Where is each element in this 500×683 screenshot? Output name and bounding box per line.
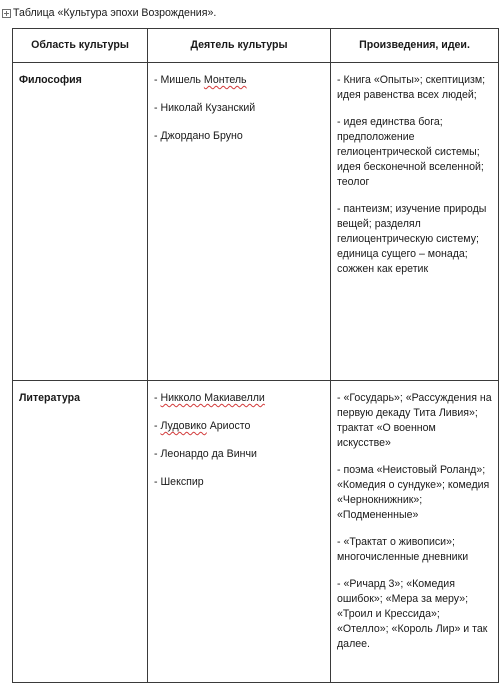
list-item: - Николай Кузанский (154, 102, 256, 114)
list-item: - «Трактат о живописи»; многочисленные дневники (337, 536, 469, 563)
list-item: - пантеизм; изучение природы вещей; разделял гелиоцентрическую систему; единица сущего – монада; сожжен как еретик (337, 203, 487, 275)
area-cell: Литература (13, 381, 148, 683)
list-item: - «Государь»; «Рассуждения на первую декаду Тита Ливия»; трактат «О военном искусстве» (337, 392, 492, 449)
culture-table (12, 28, 499, 683)
caption-text: Таблица «Культура эпохи Возрождения». (13, 6, 217, 19)
list-item: - идея единства бога; предположение гелиоцентрической системы; идея бесконечной вселенной; теолог (337, 116, 484, 188)
list-item: - Лудовико Ариосто (154, 420, 251, 432)
table-move-handle-icon[interactable] (2, 9, 11, 18)
header-row (13, 29, 499, 63)
people-cell (148, 381, 331, 683)
list-item: - Леонардо да Винчи (154, 448, 257, 460)
works-cell (331, 381, 499, 683)
list-item: - Мишель Монтель (154, 74, 247, 86)
header-area: Область культуры (13, 29, 148, 63)
list-item: - Никколо Макиавелли (154, 392, 265, 404)
header-person: Деятель культуры (148, 29, 331, 63)
table-row (13, 63, 499, 381)
list-item: - Шекспир (154, 476, 204, 488)
list-item: - Книга «Опыты»; скептицизм; идея равенства всех людей; (337, 74, 486, 101)
area-cell: Философия (13, 63, 148, 381)
list-item: - Джордано Бруно (154, 130, 243, 142)
works-cell (331, 63, 499, 381)
list-item: - «Ричард 3»; «Комедия ошибок»; «Мера за меру»; «Троил и Крессида»; «Отелло»; «Король Лир» и так далее. (337, 578, 488, 650)
table-caption (0, 6, 216, 20)
people-cell (148, 63, 331, 381)
list-item: - поэма «Неистовый Роланд»; «Комедия о сундуке»; комедия «Чернокнижник»; «Подмененные» (337, 464, 490, 521)
header-works: Произведения, идеи. (331, 29, 499, 63)
table-row (13, 381, 499, 683)
